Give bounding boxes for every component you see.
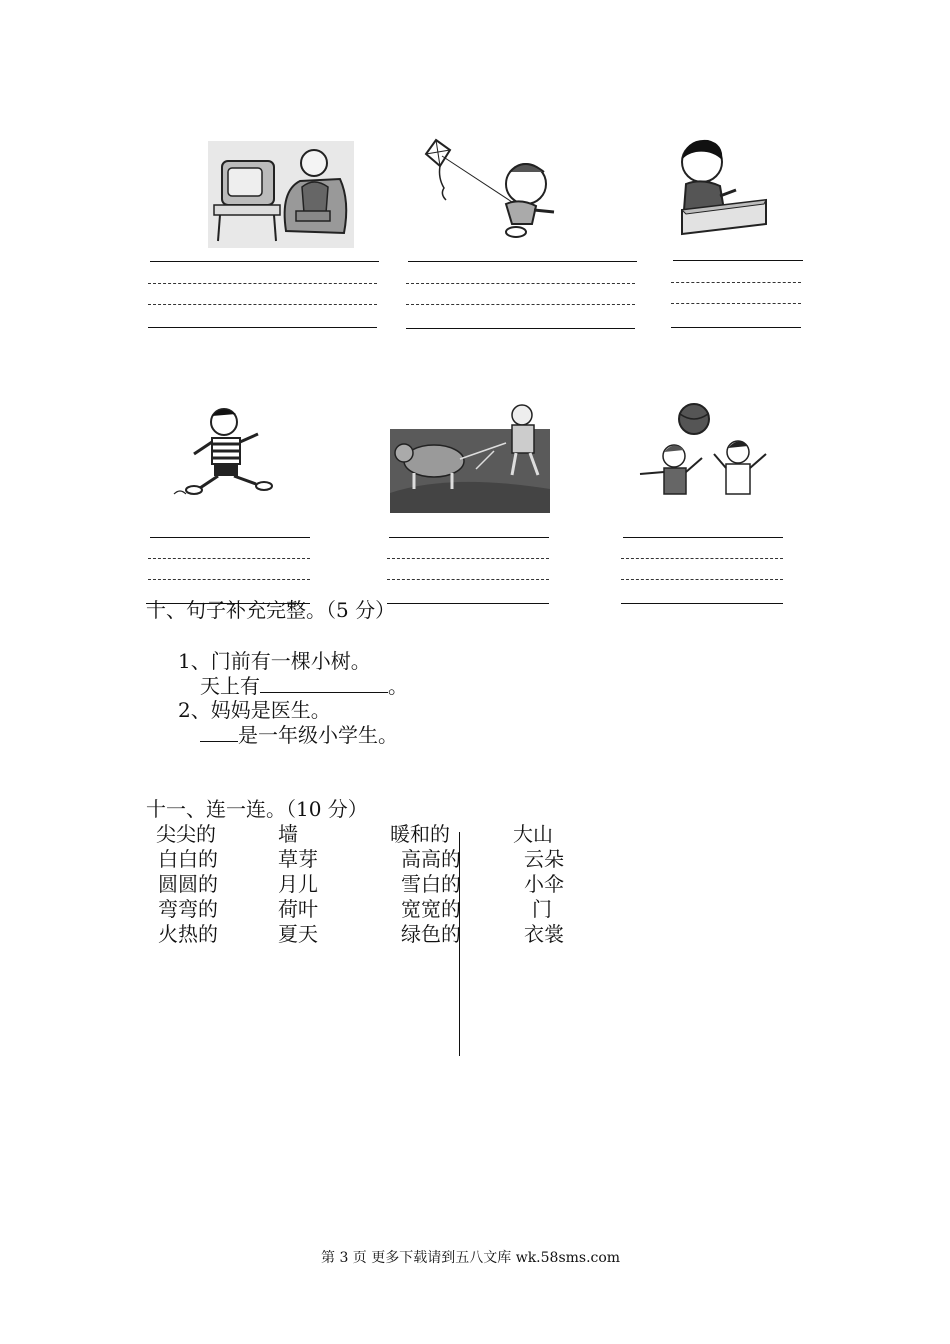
matching-word[interactable]: 暖和的	[390, 822, 450, 846]
sentence-2-suffix: 是一年级小学生。	[238, 723, 398, 747]
sentence-1-suffix: 。	[388, 674, 408, 698]
matching-word[interactable]: 墙	[278, 822, 298, 846]
writing-line	[150, 261, 379, 262]
writing-line	[150, 537, 310, 538]
section-10-title: 十、句子补充完整。（5 分）	[146, 598, 396, 622]
page-footer: 第 3 页 更多下载请到五八文库 wk.58sms.com	[321, 1250, 621, 1266]
matching-word[interactable]: 云朵	[524, 847, 564, 871]
column-divider-line	[459, 832, 460, 1056]
writing-line	[387, 558, 549, 559]
writing-line	[389, 537, 549, 538]
matching-word[interactable]: 宽宽的	[401, 897, 461, 921]
boy-watching-tv-picture	[208, 141, 354, 248]
writing-line	[671, 282, 801, 283]
matching-word[interactable]: 夏天	[278, 922, 318, 946]
matching-word[interactable]: 白白的	[158, 847, 218, 871]
matching-word[interactable]: 大山	[513, 822, 553, 846]
boy-writing-at-desk-picture	[672, 138, 772, 246]
writing-line	[148, 304, 377, 305]
writing-line	[621, 558, 783, 559]
writing-line	[671, 303, 801, 304]
section-11-title: 十一、连一连。（10 分）	[146, 797, 368, 821]
matching-word[interactable]: 圆圆的	[158, 872, 218, 896]
sentence-2-task	[200, 723, 398, 747]
sentence-1-blank[interactable]	[260, 674, 388, 693]
matching-word[interactable]: 尖尖的	[156, 822, 216, 846]
matching-word[interactable]: 月儿	[278, 872, 318, 896]
writing-line	[387, 579, 549, 580]
sentence-2-blank[interactable]	[200, 723, 238, 742]
writing-line	[406, 304, 635, 305]
writing-line	[148, 327, 377, 328]
boy-with-ox-picture	[390, 403, 550, 513]
children-playing-ball-picture	[636, 402, 770, 502]
writing-line	[146, 603, 310, 604]
matching-word[interactable]: 衣裳	[524, 922, 564, 946]
matching-word[interactable]: 绿色的	[401, 922, 461, 946]
boy-running-picture	[172, 404, 276, 504]
writing-line	[148, 283, 377, 284]
writing-line	[406, 328, 635, 329]
writing-line	[408, 261, 637, 262]
matching-word[interactable]: 草芽	[278, 847, 318, 871]
matching-word[interactable]: 门	[532, 897, 552, 921]
matching-word[interactable]: 高高的	[401, 847, 461, 871]
writing-line	[621, 603, 783, 604]
writing-line	[387, 603, 549, 604]
writing-line	[148, 579, 310, 580]
boy-flying-kite-picture	[420, 138, 560, 240]
writing-line	[406, 283, 635, 284]
sentence-2-example: 2、妈妈是医生。	[178, 698, 331, 722]
writing-line	[623, 537, 783, 538]
writing-line	[671, 327, 801, 328]
sentence-1-example: 1、门前有一棵小树。	[178, 649, 371, 673]
matching-word[interactable]: 火热的	[158, 922, 218, 946]
sentence-1-prefix: 天上有	[200, 674, 260, 698]
matching-word[interactable]: 小伞	[524, 872, 564, 896]
matching-word[interactable]: 弯弯的	[158, 897, 218, 921]
sentence-1-task	[200, 674, 408, 698]
writing-line	[148, 558, 310, 559]
matching-word[interactable]: 荷叶	[278, 897, 318, 921]
writing-line	[621, 579, 783, 580]
writing-line	[673, 260, 803, 261]
matching-word[interactable]: 雪白的	[401, 872, 461, 896]
